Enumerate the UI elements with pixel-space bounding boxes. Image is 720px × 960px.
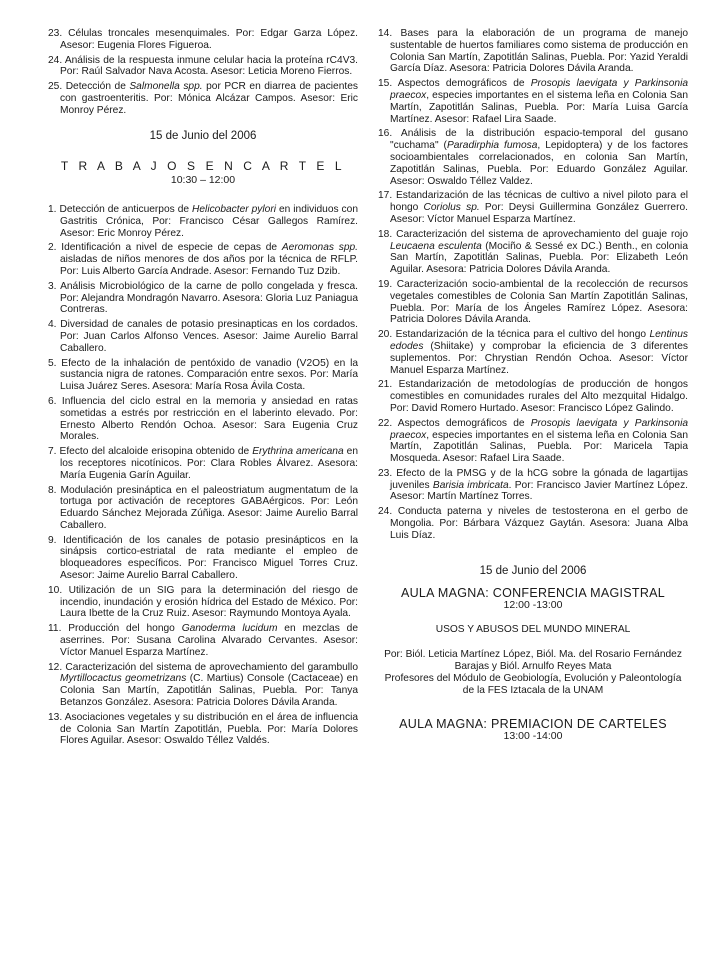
entry-text: 19. Caracterización socio-ambiental de la recolección de recursos vegetales comestibles de Colonia San Martín Zapotitlán Salinas, Puebla. Por: María de los Ángeles Ramírez López. Asesora: Patricia Dolores Dávila Aranda. <box>378 278 688 326</box>
entry-item <box>378 506 688 541</box>
entry-text-continued: (Shiitake) y comprobar la eficiencia de 3 diferentes suplementos. Por: Chrystian Rendón Ochoa. Asesor: Víctor Manuel Esparza Martínez. <box>390 340 688 376</box>
entry-text: 2. Identificación a nivel de especie de cepas de <box>48 242 282 254</box>
species-name: Prosopis laevigata y Parkinsonia praecox <box>390 78 689 101</box>
entry-text-continued: por PCR en diarrea de pacientes con gastroenteritis. Por: Mónica Alcázar Campos. Asesor: Eric Monroy Pérez. <box>60 81 358 116</box>
entry-text: 1. Detección de anticuerpos de <box>48 203 193 215</box>
entry-item <box>48 242 358 277</box>
premiacion-time: 13:00 -14:00 <box>503 729 563 742</box>
entry-text: 8. Modulación presináptica en el paleostriatum augmentatum de la tortuga por activación de receptores GABAérgicos. Por: León Eduardo Sánchez Mejorada Zúñiga. Asesor: Jaime Aurelio Barral Caballero. <box>48 484 358 531</box>
entry-text: 9. Identificación de los canales de potasio presinápticos en la sinápsis cortico-estriatal de rata mediante el empleo de bloqueadores específicos. Por: Francisco Miguel Torres Cruz. Asesor: Jaime Aurelio Barral Caballero. <box>48 534 358 582</box>
entry-item <box>48 281 358 316</box>
premiacion-block <box>378 719 688 743</box>
species-name: Helicobacter pylori <box>192 203 276 215</box>
entry-text: 13. Asociaciones vegetales y su distribución en el área de influencia de Colonia San Martín Zapotitlán, Puebla. Por: María Dolores Flores Aguilar. Asesor: Oswaldo Téllez Valdés. <box>48 711 358 747</box>
entry-item <box>48 204 358 239</box>
cartel-time: 10:30 – 12:00 <box>170 174 236 187</box>
entry-item <box>48 623 358 658</box>
entry-item <box>48 55 358 79</box>
left-column <box>48 28 358 750</box>
entry-item <box>48 319 358 354</box>
conferencia-block <box>378 566 688 697</box>
entry-item <box>378 128 688 187</box>
entry-text: 15. Aspectos demográficos de <box>378 78 531 90</box>
entry-text-continued: en individuos con Gastritis Crónica, Por: Francisco César Gallegos Ramírez. Asesor: Eric Monroy Pérez. <box>60 203 358 239</box>
conferencia-time: 12:00 -13:00 <box>503 599 563 612</box>
entry-text-continued: , especies importantes en el sistema leña en Colonia San Martín, Zapotitlán Salinas, Puebla. Por: Maricela Tapia Mosqueda. Asesor: Rafael Lira Saade. <box>390 429 688 465</box>
entry-text: 3. Análisis Microbiológico de la carne de pollo congelada y fresca. Por: Alejandra Mondragón Navarro. Asesora: Gloria Luz Paniagua Contreras. <box>48 280 358 316</box>
entry-item <box>378 190 688 225</box>
entry-text: 5. Efecto de la inhalación de pentóxido de vanadio (V2O5) en la sustancia nigra de ratones. Comparación entre sexos. Por: María Luisa Juárez Seres. Asesora: María Rosa Ávila Costa. <box>48 357 358 393</box>
entry-item <box>48 485 358 532</box>
entry-text-continued: . Por: Francisco Javier Martínez López. Asesor: Martín Martínez Torres. <box>390 479 688 503</box>
conferencia-title: AULA MAGNA: CONFERENCIA MAGISTRAL <box>400 586 666 601</box>
entry-text: 10. Utilización de un SIG para la determinación del riesgo de incendio, inundación y erosión hídrica del Estado de México. Por: Laura Ibette de la Cruz Ruiz. Asesor: Raymundo Montoya Ayala. <box>48 584 358 620</box>
entry-text: 23. Células troncales mesenquimales. Por: Edgar Garza López. Asesor: Eugenia Flores Figueroa. <box>48 28 358 51</box>
premiacion-title: AULA MAGNA: PREMIACION DE CARTELES <box>399 717 667 732</box>
conferencia-speakers: Por: Biól. Leticia Martínez López, Biól. Ma. del Rosario Fernández Barajas y Biól. Arnulfo Reyes Mata <box>384 649 682 673</box>
entry-item <box>378 468 688 503</box>
right-column <box>378 28 688 743</box>
entry-item <box>48 446 358 481</box>
conferencia-subject: USOS Y ABUSOS DEL MUNDO MINERAL <box>435 624 631 636</box>
entry-text: 7. Efecto del alcaloide erisopina obtenido de <box>48 446 253 458</box>
entry-text: 18. Caracterización del sistema de aprovechamiento del guaje rojo <box>378 228 688 240</box>
cartel-header <box>48 131 358 187</box>
species-name: Ganoderma lucidum <box>181 623 278 635</box>
species-name: Aeromonas spp. <box>281 242 358 254</box>
species-name: Paradirphia fumosa <box>446 140 538 152</box>
entry-text: 17. Estandarización de las técnicas de cultivo a nivel piloto para el hongo <box>378 190 688 214</box>
cartel-date: 15 de Junio del 2006 <box>149 129 257 142</box>
species-name: Prosopis laevigata y Parkinsonia praecox <box>390 417 689 441</box>
entry-text: 4. Diversidad de canales de potasio presinapticas en los cordados. Por: Juan Carlos Alfonso Vences. Asesor: Jaime Aurelio Barral Caballero. <box>48 319 358 354</box>
entry-text-continued: en mezclas de aserrines. Por: Susana Carolina Alvarado Cervantes. Asesor: Víctor Manuel Esparza Martínez. <box>60 623 358 658</box>
entry-text: 20. Estandarización de la técnica para el cultivo del hongo <box>378 329 650 341</box>
entry-item <box>48 396 358 443</box>
entry-text: 24. Análisis de la respuesta inmune celular hacia la proteína rC4V3. Por: Raúl Salvador Nava Acosta. Asesor: Leticia Moreno Fierros. <box>48 54 358 78</box>
entry-text: 6. Influencia del ciclo estral en la memoria y ansiedad en ratas sometidas a estrés por restricción en el laberinto elevado. Por: Ernesto Alberto Rendón Ochoa. Asesor: Sara Eugenia Cruz Morales. <box>48 395 358 443</box>
entry-text: 11. Producción del hongo <box>48 623 182 635</box>
entry-text-continued: , Lepidoptera) y de los factores socioambientales correlacionados, en colonia San Martín, Zapotitlán Salinas, Puebla. Por: Eduardo González Aguilar. Asesor: Oswaldo Téllez Valdez. <box>390 140 688 187</box>
conferencia-date: 15 de Junio del 2006 <box>479 564 587 577</box>
cartel-section-title: T R A B A J O S E N C A R T E L <box>60 159 346 174</box>
species-name: Salmonella spp. <box>129 81 203 93</box>
entry-item <box>378 28 688 75</box>
entry-item <box>48 662 358 709</box>
entry-text: 14. Bases para la elaboración de un programa de manejo sustentable de huertos familiares como sistema de producción en Colonia San Martín, Zapotitlán Salinas, Puebla. Por: Yazid Yeraldi García Díaz. Asesora: Patricia Dolores Dávila Aranda. <box>378 28 688 75</box>
entry-text-continued: (Mociño & Sessé ex DC.) Benth., en colonia San Martín, Zapotitlán Salinas, Puebla. Por: Elizabeth León Aguilar. Asesora: Patricia Dolores Dávila Aranda. <box>390 240 688 276</box>
poster-list-right <box>378 28 688 542</box>
entry-item <box>48 535 358 582</box>
species-name: Leucaena esculenta <box>390 240 482 252</box>
presentation-list-continued <box>48 28 358 117</box>
entry-item <box>378 329 688 376</box>
species-name: Lentinus edodes <box>390 329 688 352</box>
entry-item <box>378 418 688 465</box>
entry-item <box>378 229 688 276</box>
entry-text: 23. Efecto de la PMSG y de la hCG sobre la gónada de lagartijas juveniles <box>378 467 688 491</box>
species-name: Barisia imbricata <box>432 479 509 491</box>
poster-list-left <box>48 204 358 747</box>
species-name: Myrtillocactus geometrizans <box>60 673 187 685</box>
entry-text-continued: en los receptores nicotínicos. Por: Clara Robles Álvarez. Asesora: María Eugenia Garín Aguilar. <box>60 446 358 481</box>
entry-text: 12. Caracterización del sistema de aprovechamiento del garambullo <box>48 661 358 673</box>
species-name: Erythrina americana <box>252 446 344 458</box>
entry-item <box>48 81 358 116</box>
entry-text: 22. Aspectos demográficos de <box>378 417 531 429</box>
entry-text-continued: , especies importantes en el sistema leña en Colonia San Martín, Zapotitlán Salinas, Puebla. Por: María Luisa García Martínez. Asesor: Rafael Lira Saade. <box>390 89 688 125</box>
entry-text: 16. Análisis de la distribución espacio-temporal del gusano "cuchama" ( <box>378 128 688 152</box>
species-name: Coriolus sp. <box>423 202 480 214</box>
entry-text: 24. Conducta paterna y niveles de testosterona en el gerbo de Mongolia. Por: Bárbara Vázquez Gaytán. Asesora: Juana Alba Luis Díaz. <box>378 506 688 541</box>
entry-item <box>48 585 358 620</box>
entry-text-continued: aisladas de niños menores de dos años por la técnica de RFLP. Por: Luis Alberto García Andrade. Asesor: Fernando Tuz Dzib. <box>60 254 358 277</box>
entry-text-continued: Por: Deysi Guillermina González Guerrero. Asesor: Víctor Manuel Esparza Martínez. <box>390 202 688 225</box>
entry-text: 21. Estandarización de metodologías de producción de hongos comestibles en comunidades rurales del Alto mezquital Hidalgo. Por: David Romero Hurtado. Asesor: Francisco López Galindo. <box>378 379 688 414</box>
entry-item <box>378 279 688 326</box>
entry-item <box>378 78 688 125</box>
entry-text: 25. Detección de <box>48 81 130 93</box>
entry-item <box>48 28 358 52</box>
entry-item <box>48 358 358 393</box>
entry-item <box>378 379 688 414</box>
conferencia-affiliation: Profesores del Módulo de Geobiología, Evolución y Paleontología de la FES Iztacala de la UNAM <box>384 673 682 697</box>
entry-text-continued: (C. Martius) Console (Cactaceae) en Colonia San Martín, Zapotitlán Salinas, Puebla. Por: Tanya Betanzos González. Asesora: Patricia Dolores Dávila Aranda. <box>60 673 358 709</box>
entry-item <box>48 712 358 747</box>
